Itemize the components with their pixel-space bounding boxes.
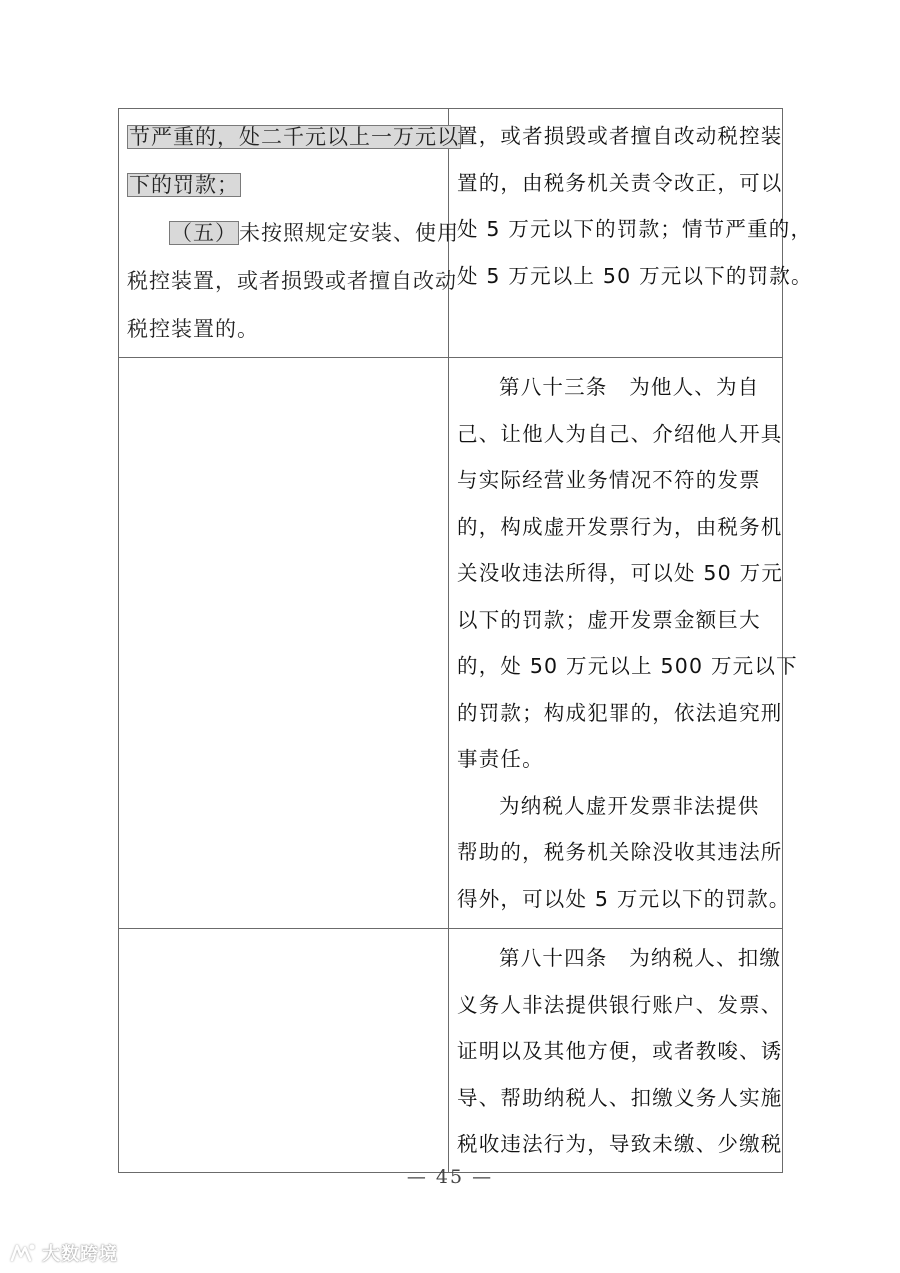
text-span: 未按照规定安装、使用 [239, 221, 459, 245]
comparison-table [118, 108, 813, 1173]
text-line: 事责任。 [457, 747, 544, 771]
text-line: 税收违法行为，导致未缴、少缴税 [457, 1132, 783, 1156]
text-line: 置的，由税务机关责令改正，可以 [457, 170, 783, 195]
table-cell-original-empty [119, 929, 449, 1173]
text-line: 帮助的，税务机关除没收其违法所 [457, 840, 783, 864]
text-line: 处 5 万元以下的罚款；情节严重的， [457, 217, 813, 241]
text-line: 关没收违法所得，可以处 50 万元 [457, 561, 784, 585]
table-row [119, 109, 783, 358]
text-line [127, 161, 442, 209]
text-line: 处 5 万元以上 50 万元以下的罚款。 [457, 263, 813, 288]
text-line: 以下的罚款；虚开发票金额巨大 [457, 607, 761, 632]
text-line [127, 113, 459, 161]
text-line: 得外，可以处 5 万元以下的罚款。 [457, 886, 791, 911]
article-heading-84: 第八十四条 为纳税人、扣缴 [499, 946, 782, 970]
text-line: 的罚款；构成犯罪的，依法追究刑 [457, 700, 783, 725]
page-number: — 45 — [406, 1166, 494, 1188]
table-cell-original [119, 109, 459, 358]
text-line [127, 209, 459, 257]
table-cell-revised [449, 109, 813, 358]
text-line: 税控装置，或者损毁或者擅自改动 [127, 269, 457, 293]
article-heading-83: 第八十三条 为他人、为自 [499, 375, 760, 399]
table-cell-revised [449, 929, 783, 1173]
highlighted-text: 下的罚款； [129, 173, 239, 197]
table-row [119, 929, 783, 1173]
watermark [8, 1240, 118, 1266]
text-line: 导、帮助纳税人、扣缴义务人实施 [457, 1085, 783, 1110]
text-line: 的，构成虚开发票行为，由税务机 [457, 514, 783, 539]
text-line: 税控装置的。 [127, 317, 259, 341]
brand-logo-icon [8, 1242, 36, 1264]
highlighted-text: 节严重的，处二千元以上一万元以 [129, 125, 459, 149]
text-line: 义务人非法提供银行账户、发票、 [457, 992, 783, 1017]
text-line: 己、让他人为自己、介绍他人开具 [457, 421, 783, 446]
table-cell-original-empty [119, 358, 449, 929]
item-number-highlight: （五） [171, 221, 237, 245]
text-line: 证明以及其他方便，或者教唆、诱 [457, 1039, 783, 1063]
text-line: 为纳税人虚开发票非法提供 [499, 793, 760, 818]
text-line: 置，或者损毁或者擅自改动税控装 [457, 124, 783, 148]
text-line: 的，处 50 万元以上 500 万元以下 [457, 654, 798, 678]
table-row [119, 358, 783, 929]
text-line: 与实际经营业务情况不符的发票 [457, 468, 761, 492]
watermark-text: 大数跨境 [42, 1244, 118, 1265]
table-cell-revised [449, 358, 798, 929]
